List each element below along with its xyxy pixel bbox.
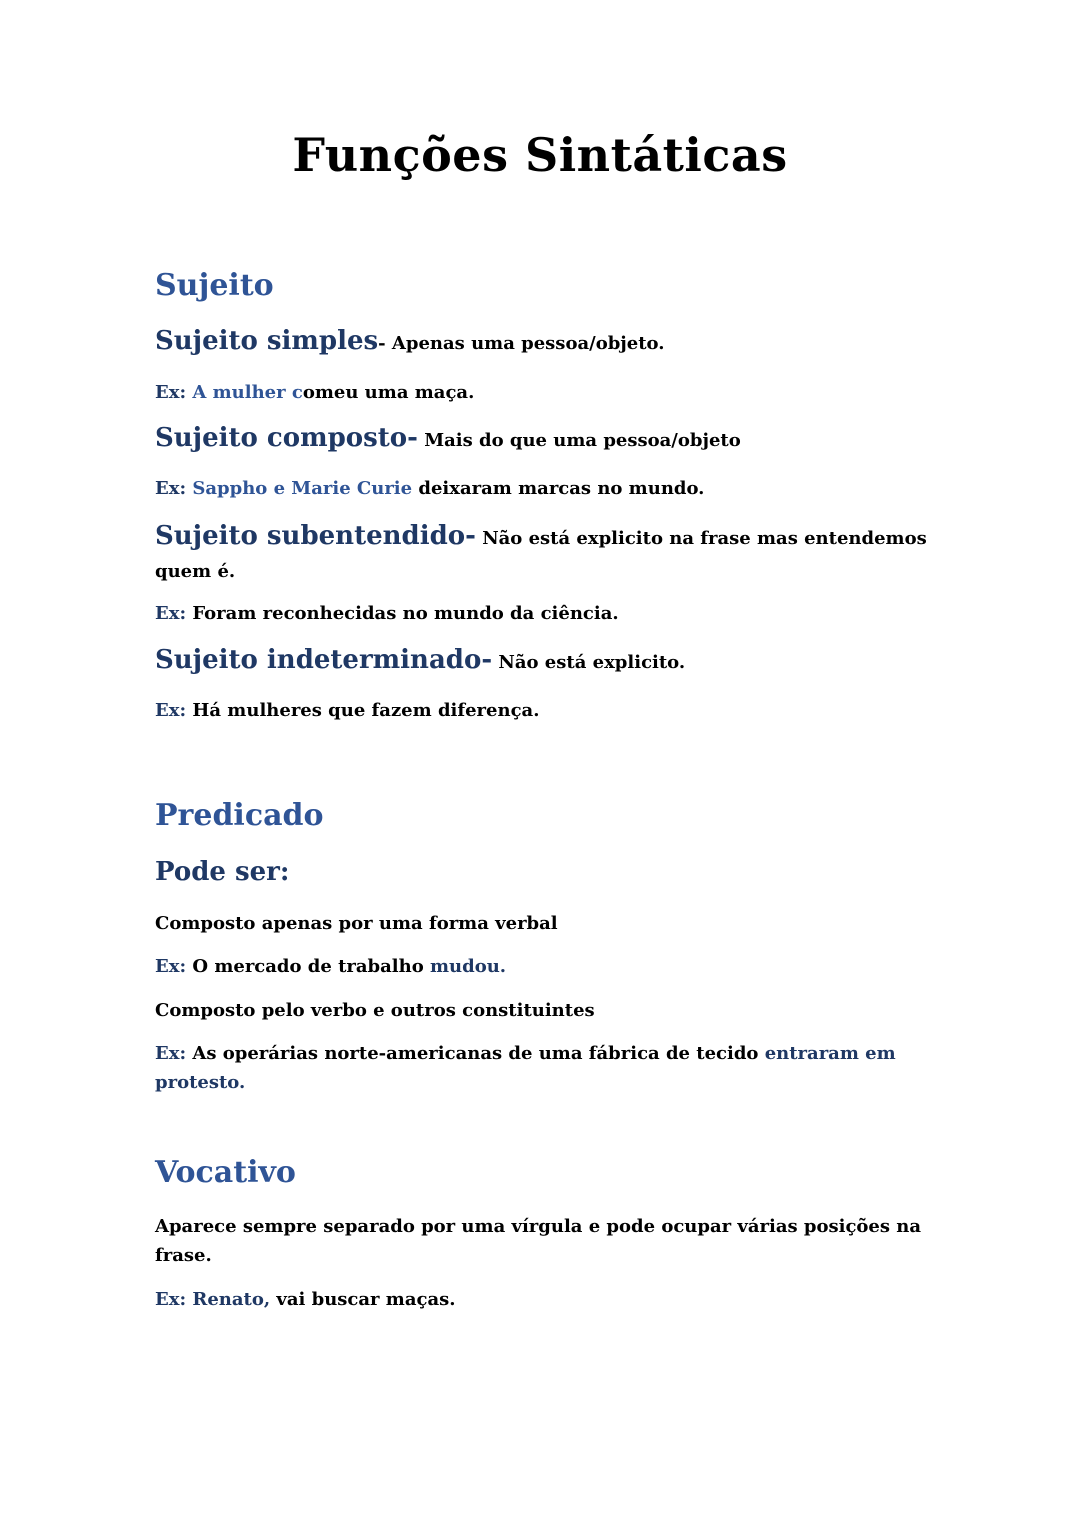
section-heading-vocativo: Vocativo — [155, 1155, 296, 1190]
example-vocativo — [155, 1285, 935, 1314]
example-text: omeu uma maça. — [302, 382, 475, 403]
example-label: Ex: — [155, 1043, 193, 1064]
subheading-pode-ser: Pode ser: — [155, 857, 290, 887]
example-sujeito-simples — [155, 378, 935, 407]
example-label: Ex: — [155, 1289, 193, 1310]
example-text: Foram reconhecidas no mundo da ciência. — [192, 603, 619, 624]
example-label: Ex: — [155, 603, 193, 624]
section-heading-predicado: Predicado — [155, 798, 324, 833]
predicado-type-1: Composto apenas por uma forma verbal — [155, 913, 558, 934]
term: Sujeito indeterminado- — [155, 645, 493, 675]
term-description: Apenas uma pessoa/objeto. — [391, 333, 665, 354]
term-separator: - — [378, 333, 392, 354]
definition-sujeito-composto — [155, 423, 935, 453]
example-text: deixaram marcas no mundo. — [412, 478, 705, 499]
definition-sujeito-simples — [155, 326, 935, 356]
example-highlight: A mulher c — [192, 382, 303, 403]
example-label: Ex: — [155, 700, 193, 721]
example-text: O mercado de trabalho — [192, 956, 430, 977]
example-highlight: Renato, — [192, 1289, 271, 1310]
example-sujeito-indeterminado — [155, 696, 935, 725]
term: Sujeito simples — [155, 326, 379, 356]
term: Sujeito subentendido- — [155, 521, 476, 551]
example-predicado-1 — [155, 952, 935, 981]
example-highlight: mudou. — [430, 956, 507, 977]
vocativo-description: Aparece sempre separado por uma vírgula e pode ocupar várias posições na frase. — [155, 1216, 922, 1266]
example-highlight: entraram em protesto. — [155, 1043, 896, 1093]
term-description: Mais do que uma pessoa/objeto — [424, 430, 741, 451]
term: Sujeito composto- — [155, 423, 418, 453]
example-sujeito-composto — [155, 474, 935, 503]
page-title: Funções Sintáticas — [292, 128, 788, 182]
example-text: vai buscar maças. — [270, 1289, 456, 1310]
definition-sujeito-indeterminado — [155, 645, 935, 675]
example-sujeito-subentendido — [155, 599, 935, 628]
example-label: Ex: — [155, 956, 193, 977]
example-label: Ex: — [155, 382, 193, 403]
example-predicado-2 — [155, 1039, 935, 1097]
example-highlight: Sappho e Marie Curie — [192, 478, 413, 499]
example-text: Há mulheres que fazem diferença. — [192, 700, 540, 721]
definition-sujeito-subentendido — [155, 520, 935, 588]
predicado-type-2: Composto pelo verbo e outros constituintes — [155, 1000, 595, 1021]
term-description: Não está explicito na frase mas entendemos quem é. — [155, 528, 927, 582]
example-text: As operárias norte-americanas de uma fábrica de tecido — [192, 1043, 765, 1064]
section-heading-sujeito: Sujeito — [155, 268, 274, 303]
term-description: Não está explicito. — [498, 652, 686, 673]
example-label: Ex: — [155, 478, 193, 499]
